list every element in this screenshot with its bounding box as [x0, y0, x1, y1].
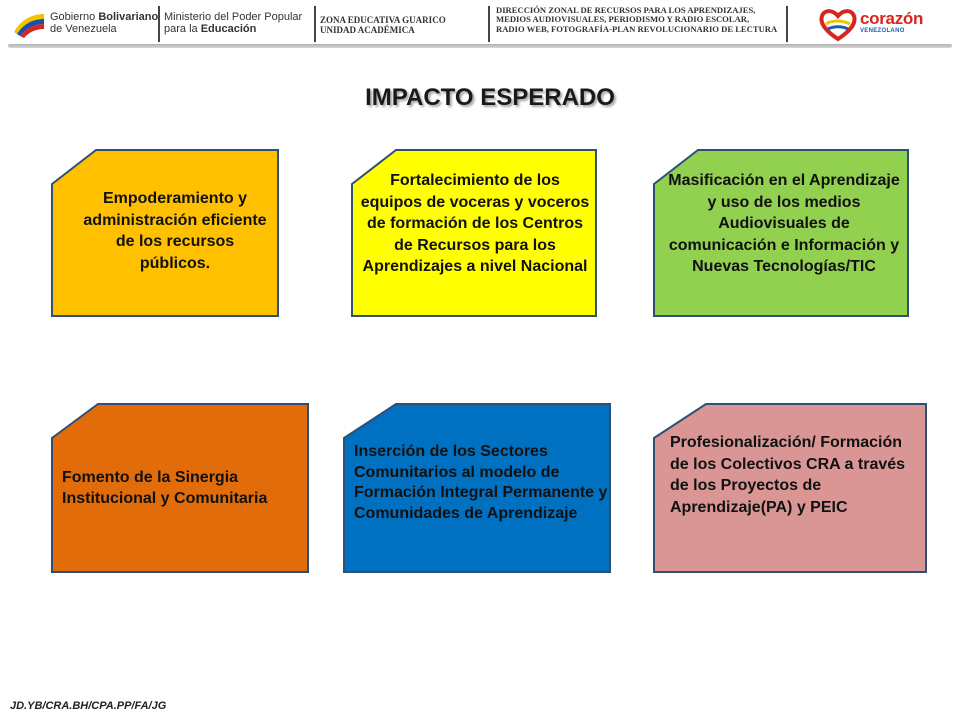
page-title: IMPACTO ESPERADO — [365, 84, 615, 111]
zona-educativa: ZONA EDUCATIVA GUARICO UNIDAD ACADÉMICA — [320, 15, 446, 35]
impact-card — [52, 150, 278, 316]
impact-card — [52, 404, 308, 572]
header-divider — [488, 6, 490, 42]
header-divider — [786, 6, 788, 42]
impact-card — [344, 404, 610, 572]
impact-card — [352, 150, 596, 316]
header-banner — [0, 0, 960, 52]
card-text: Fomento de la Sinergia Institucional y Comunitaria — [62, 469, 268, 507]
header-rule — [8, 44, 952, 48]
header-divider — [314, 6, 316, 42]
impact-card — [654, 150, 908, 316]
ministry-name: Ministerio del Poder Popular para la Educación — [164, 11, 303, 35]
venezuela-flag-icon — [12, 10, 46, 38]
corazon-venezolano-logo-icon — [818, 6, 858, 42]
gov-name: Gobierno Bolivariano de Venezuela — [50, 11, 159, 35]
card-text: Profesionalización/ Formación de los Colectivos CRA a través de los Proyectos de Aprendizaje(PA) y PEIC — [670, 434, 906, 516]
direccion-zonal: DIRECCIÓN ZONAL DE RECURSOS PARA LOS APRENDIZAJES, MEDIOS AUDIOVISUALES, PERIODISMO Y RADIO ESCOLAR, RADIO WEB, FOTOGRAFÍA-PLAN REVOLUCIONARIO DE LECTURA — [496, 5, 778, 34]
footer-code: JD.YB/CRA.BH/CPA.PP/FA/JG — [10, 700, 167, 712]
impact-card — [654, 404, 926, 572]
corazon-venezolano-wordmark: corazón VENEZOLANO — [860, 9, 924, 34]
card-text: Masificación en el Aprendizaje y uso de los medios Audiovisuales de comunicación e Información y Nuevas Tecnologías/TIC — [668, 172, 900, 275]
card-text: Empoderamiento y administración eficiente de los recursos públicos. — [83, 190, 267, 272]
card-text: Fortalecimiento de los equipos de voceras y voceros de formación de los Centros de Recursos para los Aprendizajes a nivel Nacional — [360, 172, 590, 275]
header-divider — [158, 6, 160, 42]
card-text: Inserción de los Sectores Comunitarios al modelo de Formación Integral Permanente y Comunidades de Aprendizaje — [354, 443, 608, 522]
